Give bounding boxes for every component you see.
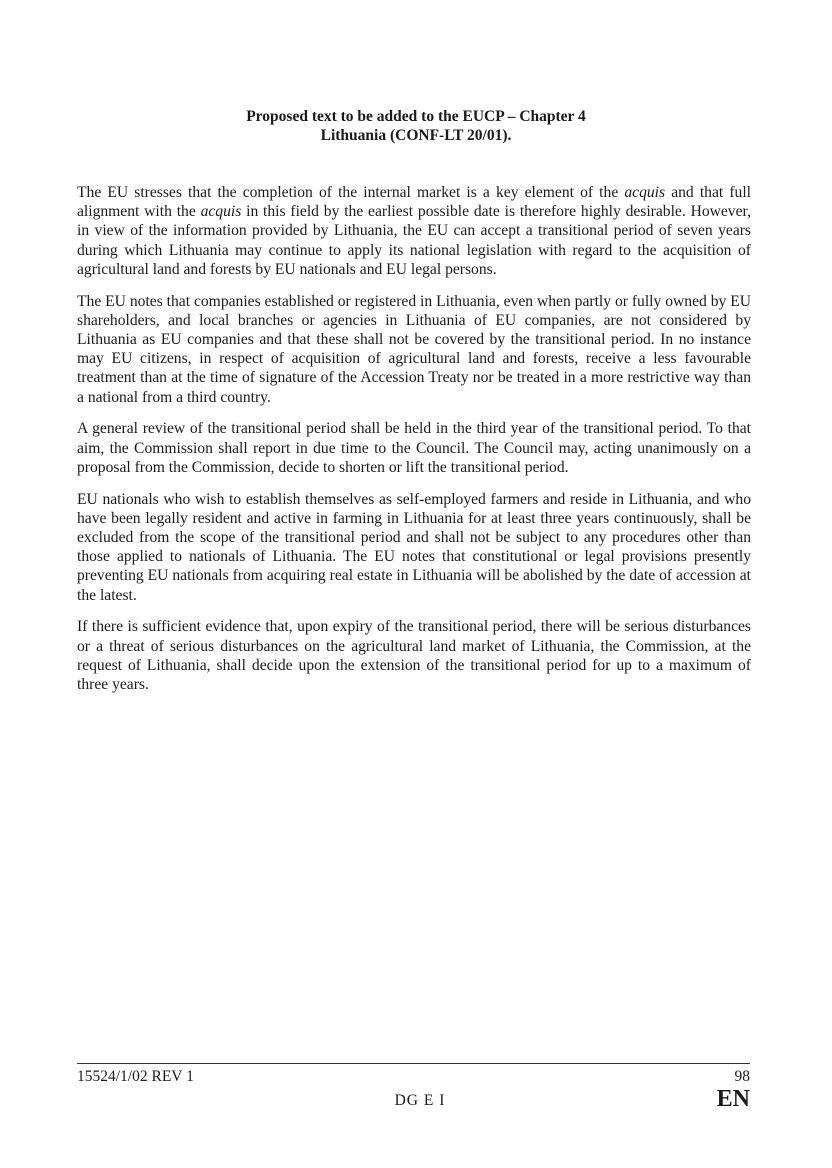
footer-directorate: DG E I xyxy=(394,1092,446,1109)
paragraph-1-part-b: and that full alignment with the xyxy=(77,184,751,221)
paragraph-5: If there is sufficient evidence that, upon expiry of the transitional period, there will be serious disturbances or a threat of serious disturbances on the agricultural land market of Lithuania, the Commission, at the request of Lithuania, shall decide upon the extension of the transitional period for up to a maximum of three years. xyxy=(77,618,751,694)
paragraph-3: A general review of the transitional period shall be held in the third year of the transitional period. To that aim, the Commission shall report in due time to the Council. The Council may, acting unanimously on a proposal from the Commission, decide to shorten or lift the transitional period. xyxy=(77,420,751,476)
paragraph-1-part-c: in this field by the earliest possible date is therefore highly desirable. However, in view of the information provided by Lithuania, the EU can accept a transitional period of seven years during which Lithuania may continue to apply its national legislation with regard to the acquisition of agricultural land and forests by EU nationals and EU legal persons. xyxy=(77,203,751,278)
title-line-2: Lithuania (CONF-LT 20/01). xyxy=(320,127,512,144)
paragraph-1 xyxy=(77,183,751,279)
acquis-term-1: acquis xyxy=(624,184,666,201)
document-body xyxy=(77,183,751,707)
paragraph-1-part-a: The EU stresses that the completion of the internal market is a key element of the xyxy=(77,184,625,201)
title-line-1: Proposed text to be added to the EUCP – Chapter 4 xyxy=(246,108,586,125)
paragraph-2: The EU notes that companies established or registered in Lithuania, even when partly or fully owned by EU shareholders, and local branches or agencies in Lithuania of EU companies, are not considered by Lithuania as EU companies and that these shall not be covered by the transitional period. In no instance may EU citizens, in respect of acquisition of agricultural land and forests, receive a less favourable treatment than at the time of signature of the Accession Treaty nor be treated in a more restrictive way than a national from a third country. xyxy=(77,292,751,406)
footer-page-number: 98 xyxy=(734,1068,750,1085)
footer-divider xyxy=(77,1063,750,1064)
paragraph-4: EU nationals who wish to establish themselves as self-employed farmers and reside in Lithuania, and who have been legally resident and active in farming in Lithuania for at least three years continuously, shall be excluded from the scope of the transitional period and shall not be subject to any procedures other than those applied to nationals of Lithuania. The EU notes that constitutional or legal provisions presently preventing EU nationals from acquiring real estate in Lithuania will be abolished by the date of accession at the latest. xyxy=(77,490,751,604)
footer-language-code: EN xyxy=(716,1086,750,1112)
footer-document-reference: 15524/1/02 REV 1 xyxy=(77,1068,194,1085)
document-title xyxy=(0,107,832,145)
acquis-term-2: acquis xyxy=(200,203,242,221)
